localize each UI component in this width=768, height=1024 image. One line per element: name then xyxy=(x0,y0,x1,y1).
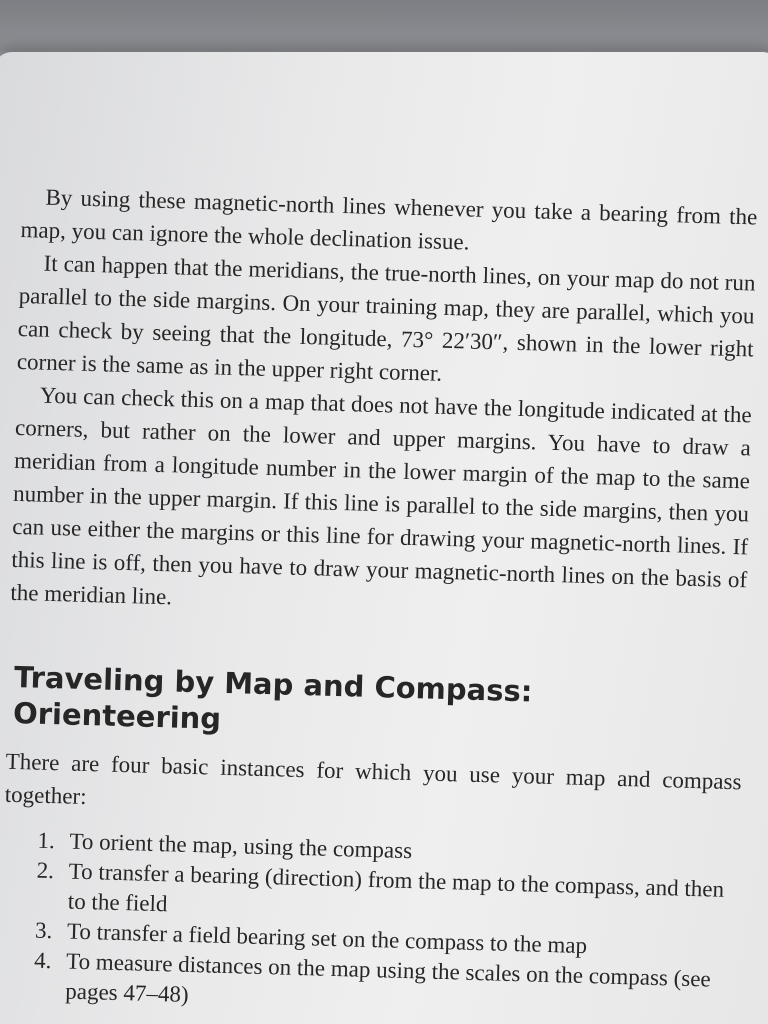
paragraph-declination: By using these magnetic-north lines whenever you take a bearing from the map, you can ignore the whole declination issue. xyxy=(20,184,758,255)
paragraph-meridians: It can happen that the meridians, the true-north lines, on your map do not run parallel to the side margins. On your training map, they are parallel, which you can check by seeing that the longitude, 73° 22′30″, shown in the lower right corner is the same as in the upper right corner. xyxy=(16,250,756,386)
list-item-text: To transfer a bearing (direction) from the map to the compass, and then to the field xyxy=(67,858,725,917)
page-text-block xyxy=(0,180,758,1024)
book-page xyxy=(0,52,768,1024)
list-item-text: To transfer a field bearing set on the compass to the map xyxy=(66,918,588,959)
list-item-text: To measure distances on the map using the scales on the compass (see pages 47–48) xyxy=(65,948,712,1007)
section-heading: Traveling by Map and Compass: Orienteering xyxy=(12,659,533,736)
instances-list xyxy=(33,826,740,1024)
paragraph-longitude-check: You can check this on a map that does not have the longitude indicated at the corners, but rather on the lower and upper margins. You have to draw a meridian from a longitude number in the lower margin of the map to the same number in the upper margin. If this line is parallel to the side margins, then you can use either the margins or this line for drawing your magnetic-north lines. If this line is off, then you have to draw your magnetic-north lines on the basis of the meridian line. xyxy=(10,382,753,610)
section-intro: There are four basic instances for which you use your map and compass together: xyxy=(4,748,742,810)
list-item-number: 4. xyxy=(33,947,52,974)
list-item-number: 2. xyxy=(36,857,55,884)
list-item-number: 3. xyxy=(34,917,53,944)
list-item-text: To orient the map, using the compass xyxy=(69,828,413,864)
list-item-number: 1. xyxy=(37,827,56,854)
